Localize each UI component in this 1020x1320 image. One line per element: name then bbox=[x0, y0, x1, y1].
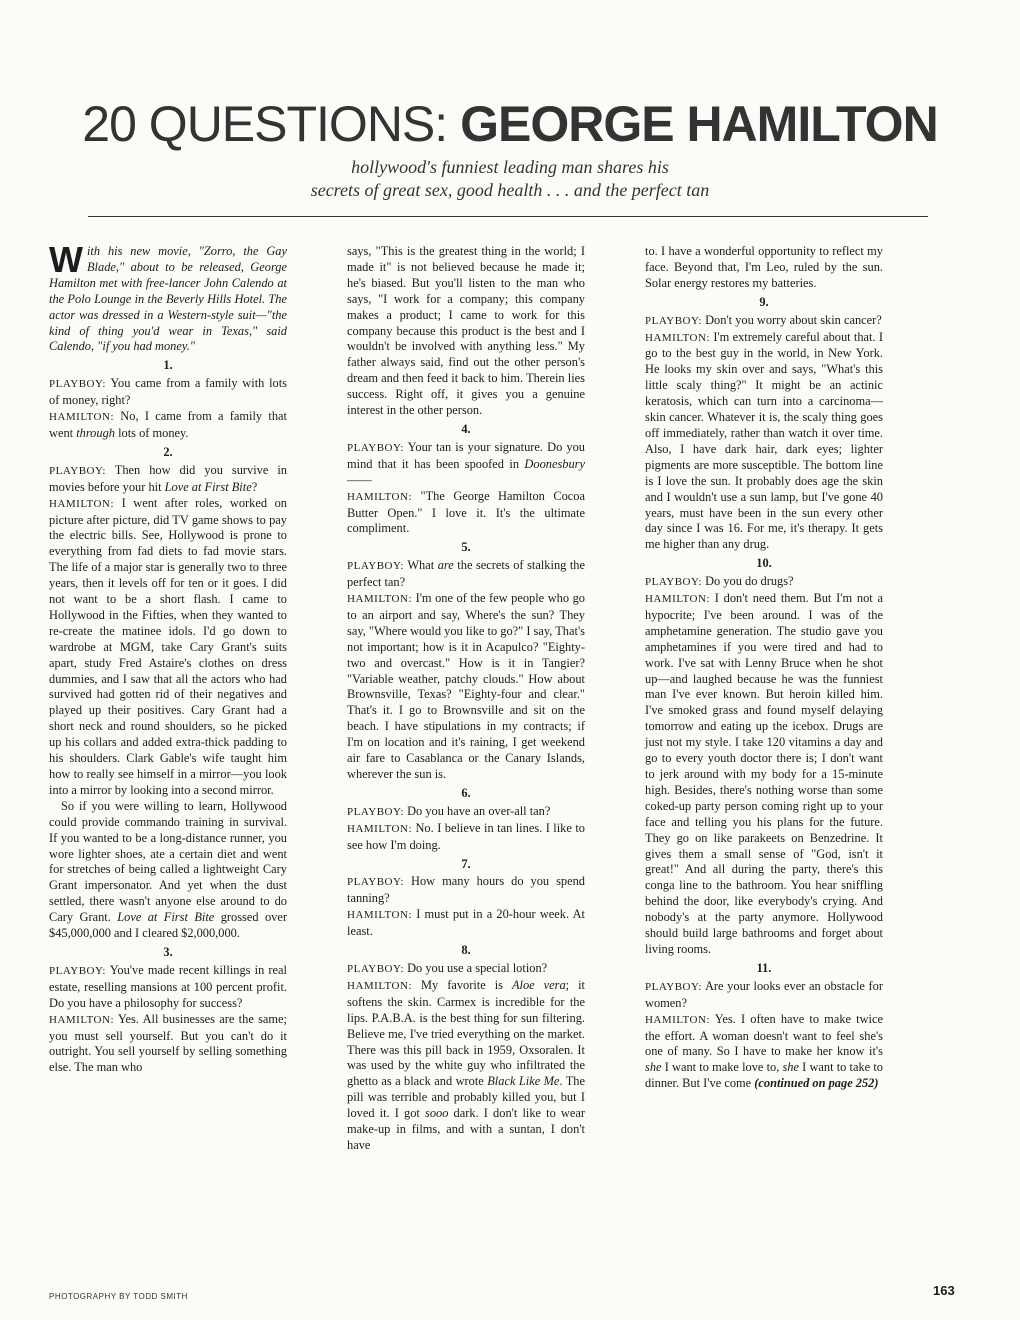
question-text: How many hours do you spend tanning? bbox=[347, 874, 585, 906]
speaker-hamilton: HAMILTON: bbox=[49, 497, 115, 510]
answer-emphasis: Black Like Me bbox=[487, 1074, 560, 1089]
speaker-hamilton: HAMILTON: bbox=[347, 822, 413, 835]
question-text: Are your looks ever an obstacle for women? bbox=[645, 978, 883, 1010]
speaker-playboy: PLAYBOY: bbox=[347, 962, 404, 975]
question-10 bbox=[645, 574, 883, 591]
question-number: 2. bbox=[163, 444, 173, 459]
answer-2-continued bbox=[49, 799, 287, 942]
answer-2 bbox=[49, 496, 287, 799]
title-prefix: 20 QUESTIONS: bbox=[82, 96, 461, 152]
answer-emphasis: she bbox=[645, 1060, 662, 1075]
question-text: Do you have an over-all tan? bbox=[407, 803, 551, 818]
intro-text: ith his new movie, "Zorro, the Gay Blade," about to be released, George Hamilton met with free-lancer John Calendo at the Polo Lounge in the Beverly Hills Hotel. The actor was dressed in a Western-style suit—"the kind of thing you'd wear in Texas," said Calendo, "if you had money." bbox=[49, 244, 287, 354]
subtitle-line-2: secrets of great sex, good health . . . and the perfect tan bbox=[310, 180, 710, 200]
answer-5 bbox=[347, 591, 585, 783]
question-number: 5. bbox=[461, 540, 471, 555]
answer-text: I'm extremely careful about that. I go to the best guy in the world, in New York. He looks my skin over and says, "What's this little scaly thing?" It might be an actinic keratosis, which can turn into a carcinoma—skin cancer. Whatever it is, the scaly thing goes off immediately, rather than watch it over time. Also, I have dark hair, dark eyes; lighter pigments are more susceptible. The bottom line is I love the sun. It probably does age the skin and I wouldn't use a sun lamp, but I've gone 40 years, must have been in the sun every other day since I was 16. For me, it's therapy. It gets me higher than any drug. bbox=[645, 329, 883, 552]
speaker-hamilton: HAMILTON: bbox=[645, 331, 711, 344]
photo-credit: PHOTOGRAPHY BY TODD SMITH bbox=[49, 1292, 188, 1301]
subtitle-line-1: hollywood's funniest leading man shares his bbox=[351, 157, 669, 177]
answer-text: I want to make love to, bbox=[661, 1060, 783, 1075]
question-text: Then how did you survive in movies before your hit bbox=[49, 462, 287, 494]
page-title bbox=[0, 96, 1020, 152]
answer-emphasis: Love at First Bite bbox=[117, 910, 215, 925]
speaker-playboy: PLAYBOY: bbox=[645, 576, 702, 589]
speaker-playboy: PLAYBOY: bbox=[347, 441, 404, 454]
speaker-hamilton: HAMILTON: bbox=[49, 411, 115, 424]
answer-text: I don't need them. But I'm not a hypocrite; I've been around. I was of the amphetamine generation. The studio gave you amphetamines if you were tired and had to work. I've sat with Lenny Bruce when he shot up—and laughed because he was the funniest man I've ever known. But heroin killed him. I've smoked grass and found myself delaying tomorrow and eating up the icebox. Drugs are just not my style. I take 120 vitamins a day and go to every youth doctor there is; I don't want to jerk around with my body for a 15-minute high. Besides, there's nothing worse than some coked-up party person coming right up to your face and telling you his plans for the future. They go on like parakeets on Benzedrine. It gives them a small sense of "God, isn't it great!" And all during the party, there's this conga line to the bathroom. You hear sniffling behind the door, like everybody's crying. And nobody's at the party anymore. Hollywood should build large bathrooms and forget about living rooms. bbox=[645, 591, 883, 956]
question-text: —— bbox=[347, 472, 372, 487]
question-3 bbox=[49, 963, 287, 1012]
question-5 bbox=[347, 558, 585, 591]
intro-paragraph bbox=[49, 239, 287, 355]
answer-text: I went after roles, worked on picture after picture, did TV game shows to pay the electric bills. See, Hollywood is prone to everything from fad diets to fad movie stars. The life of a major star is generally two to three years, then it levels off for ten or it goes. I did not want to be a short flash. I came to Hollywood in the Fifties, when they wanted to re-create the matinee idols. I'd go down to wardrobe at MGM, take Cary Grant's suits apart, study Fred Astaire's clothes on dress dummies, and I saw that all the actors who had survived had gotten rid of their negatives and played up their positives. Cary Grant had a short neck and round shoulders, so he picked up his collars and added extra-thick padding to his shoulders. Clark Gable's wife taught him how to really see himself in a mirror—you look into a mirror by looking into a second mirror. bbox=[49, 495, 287, 797]
answer-text: Yes. All businesses are the same; you must sell yourself. But you can't do it outright. You sell yourself by selling something else. The man who bbox=[49, 1011, 287, 1075]
question-6 bbox=[347, 804, 585, 821]
question-number: 9. bbox=[759, 294, 769, 309]
question-9 bbox=[645, 313, 883, 330]
question-text: ? bbox=[251, 479, 258, 494]
subtitle bbox=[0, 156, 1020, 202]
answer-9 bbox=[645, 330, 883, 554]
question-number: 10. bbox=[756, 556, 772, 571]
answer-7 bbox=[347, 907, 585, 940]
speaker-hamilton: HAMILTON: bbox=[347, 979, 413, 992]
title-name: GEORGE HAMILTON bbox=[460, 96, 938, 152]
question-number: 4. bbox=[461, 421, 471, 436]
question-4 bbox=[347, 440, 585, 489]
speaker-playboy: PLAYBOY: bbox=[347, 560, 404, 573]
answer-text: grossed over $45,000,000 and I cleared $2,000,000. bbox=[49, 910, 287, 941]
speaker-playboy: PLAYBOY: bbox=[49, 378, 106, 391]
answer-1 bbox=[49, 409, 287, 442]
answer-10 bbox=[645, 591, 883, 958]
answer-11 bbox=[645, 1012, 883, 1093]
answer-text: No, I came from a family that went bbox=[49, 409, 287, 440]
question-emphasis: Love at First Bite bbox=[164, 479, 252, 494]
question-2 bbox=[49, 463, 287, 496]
page-number: 163 bbox=[933, 1283, 955, 1298]
question-number: 1. bbox=[163, 358, 173, 373]
answer-emphasis: through bbox=[76, 425, 115, 440]
answer-emphasis: she bbox=[782, 1060, 800, 1075]
question-number: 6. bbox=[461, 785, 471, 800]
answer-text: I'm one of the few people who go to an airport and say, Where's the sun? They say, "Where would you like to go?" I say, That's not important; how is it in Acapulco? "Eighty-two and overcast." How is it in Tangier? "Variable weather, patchy clouds." How about Brownsville, Texas? "Eighty-four and clear." That's it. I go to Brownsville and sit on the beach. I have stipulations in my contracts; if I'm on location and it's raining, I get weekend air fare to Casablanca or the Canary Islands, wherever the sun is. bbox=[347, 591, 585, 781]
speaker-playboy: PLAYBOY: bbox=[645, 314, 702, 327]
answer-text: "The George Hamilton Cocoa Butter Open." I love it. It's the ultimate compliment. bbox=[347, 488, 585, 536]
speaker-playboy: PLAYBOY: bbox=[347, 876, 404, 889]
speaker-playboy: PLAYBOY: bbox=[49, 464, 106, 477]
answer-text: So if you were willing to learn, Hollywood could provide commando training in survival. If you wanted to be a long-distance runner, you wore lighter shoes, ate a certain diet and went for stretches of being called a lightweight Cary Grant impersonator. And yet when the dust settled, there wasn't anyone else around to do Cary Grant. bbox=[49, 798, 287, 925]
question-text: What bbox=[407, 558, 438, 573]
question-text: You came from a family with lots of money, right? bbox=[49, 376, 287, 408]
answer-text: My favorite is bbox=[421, 977, 512, 992]
answer-text: No. I believe in tan lines. I like to see how I'm doing. bbox=[347, 820, 585, 852]
question-number: 3. bbox=[163, 944, 173, 959]
answer-3 bbox=[49, 1012, 287, 1077]
answer-6 bbox=[347, 821, 585, 854]
speaker-playboy: PLAYBOY: bbox=[645, 980, 702, 993]
answer-emphasis: Aloe vera bbox=[511, 977, 566, 992]
question-number: 8. bbox=[461, 943, 471, 958]
drop-cap: W bbox=[49, 239, 83, 280]
column-3 bbox=[645, 244, 883, 1092]
speaker-hamilton: HAMILTON: bbox=[49, 1013, 115, 1026]
speaker-hamilton: HAMILTON: bbox=[347, 490, 413, 503]
question-number: 11. bbox=[756, 960, 772, 975]
question-text: Your tan is your signature. Do you mind that it has been spoofed in bbox=[347, 439, 586, 471]
speaker-hamilton: HAMILTON: bbox=[347, 909, 413, 922]
question-emphasis: are bbox=[437, 558, 454, 573]
speaker-playboy: PLAYBOY: bbox=[347, 805, 404, 818]
header-rule bbox=[88, 216, 928, 217]
question-text: Do you use a special lotion? bbox=[407, 960, 548, 975]
speaker-hamilton: HAMILTON: bbox=[645, 1013, 711, 1026]
question-text: the secrets of stalking the perfect tan? bbox=[347, 558, 586, 590]
answer-4 bbox=[347, 489, 585, 538]
answer-8-continued: to. I have a wonderful opportunity to reflect my face. Beyond that, I'm Leo, ruled by the sun. Solar energy restores my batteries. bbox=[645, 244, 883, 290]
answer-3-continued: says, "This is the greatest thing in the world; I made it" is not believed because he made it; he's biased. But you'll listen to the man who says, "I work for a company; this company makes a product; I came to work for this company because this product is the best and I wouldn't be involved with anything less." My father always said, find out the other person's dream and then feed it back to him. Therein lies success. Right off, it gives you a genuine interest in the other person. bbox=[347, 244, 585, 418]
column-1 bbox=[49, 239, 287, 1076]
question-7 bbox=[347, 874, 585, 907]
question-text: Do you do drugs? bbox=[705, 574, 794, 589]
answer-text: dark. I don't like to wear make-up in films, and with a suntan, I don't have bbox=[347, 1106, 585, 1152]
answer-emphasis: sooo bbox=[425, 1106, 449, 1121]
speaker-hamilton: HAMILTON: bbox=[347, 593, 413, 606]
answer-text: I want to take to dinner. But I've come bbox=[645, 1060, 883, 1091]
answer-text: Yes. I often have to make twice the effort. A woman doesn't want to feel she's one of many. So I have to make her know it's bbox=[645, 1011, 883, 1059]
question-number: 7. bbox=[461, 856, 471, 871]
question-emphasis: Doonesbury bbox=[524, 456, 585, 471]
answer-text: ; it softens the skin. Carmex is incredible for the lips. P.A.B.A. is the best thing for sun filtering. Believe me, I've tried everything on the market. There was this pill back in 1959, Oxsoralen. It was used by the white guy who infiltrated the ghetto as a black and wrote bbox=[347, 977, 585, 1089]
answer-text: I must put in a 20-hour week. At least. bbox=[347, 907, 585, 939]
question-11 bbox=[645, 979, 883, 1012]
answer-8 bbox=[347, 978, 585, 1154]
continued-link[interactable]: (continued on page 252) bbox=[754, 1076, 879, 1091]
question-1 bbox=[49, 376, 287, 409]
speaker-playboy: PLAYBOY: bbox=[49, 964, 106, 977]
answer-text: lots of money. bbox=[114, 425, 189, 440]
question-text: You've made recent killings in real estate, reselling mansions at 100 percent profit. Do you have a philosophy for success? bbox=[49, 962, 287, 1010]
speaker-hamilton: HAMILTON: bbox=[645, 593, 711, 606]
answer-text: . The pill was terrible and probably killed you, but I loved it. I got bbox=[347, 1074, 585, 1121]
column-2 bbox=[347, 244, 585, 1154]
question-text: Don't you worry about skin cancer? bbox=[705, 312, 882, 327]
question-8 bbox=[347, 961, 585, 978]
